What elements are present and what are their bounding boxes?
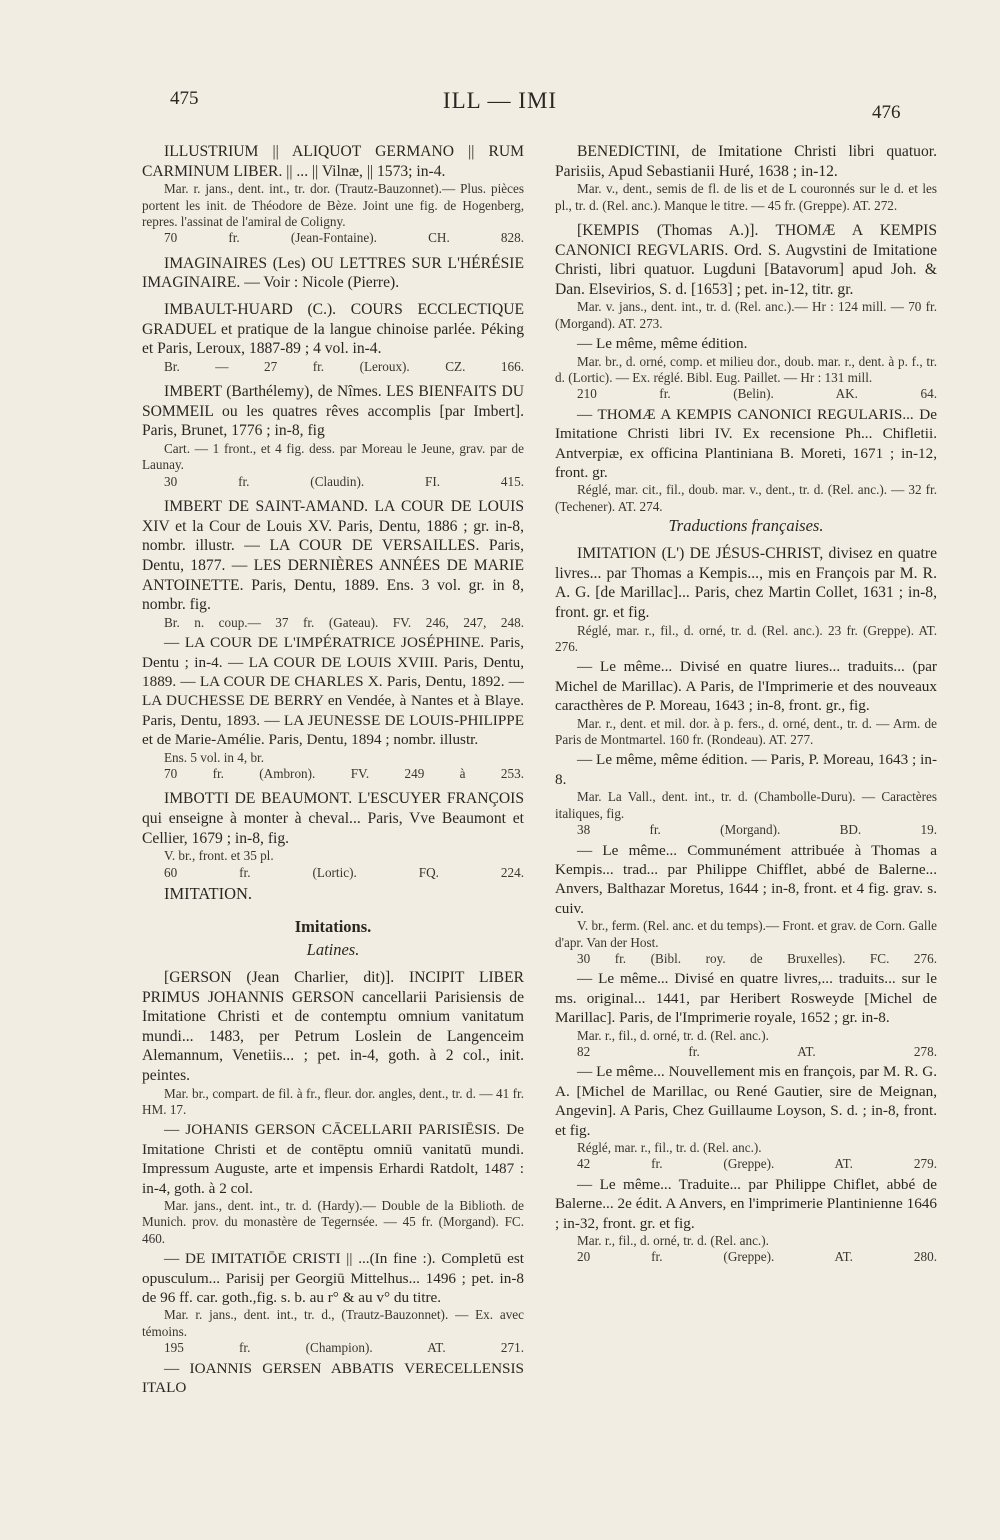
binding-description: Mar. r., dent. et mil. dor. à p. fers., d. orné, dent., tr. d. — Arm. de Paris de Montmartel. 160 fr. (Rondeau). AT. 277. <box>555 715 937 748</box>
binding-description: Ens. 5 vol. in 4, br. <box>164 749 265 765</box>
sub-entry: — JOHANIS GERSON CĀCELLARII PARISIĒSIS. De Imitatione Christi et de contēptu omniū vanitatū mundi. Impressum Auguste, arte et impensis Erhardi Ratdolt, 1487 : in-4, goth. à 2 col. <box>142 1121 524 1197</box>
binding-description: Réglé, mar. r., fil., d. orné, tr. d. (Rel. anc.). 23 fr. (Greppe). AT. 276. <box>555 622 937 655</box>
page-number-right: 476 <box>872 102 901 123</box>
catalog-entry: IMBAULT-HUARD (C.). COURS ECCLECTIQUE GRADUEL et pratique de la langue chinoise parlée. Péking et Paris, Leroux, 1887-89 ; 4 vol. in-4. <box>142 301 524 358</box>
sale-line: 70 fr. (Ambron). FV. 249 à 253. <box>164 766 524 781</box>
subsection-heading: Latines. <box>306 940 360 959</box>
sub-entry: — Le même... Divisé en quatre livres,... traduits... sur le ms. original... 1441, par Heribert Rosweyde [Michel de Marillac]. Paris, de l'Imprimerie royale, 1652 ; gr. in-8. <box>555 970 937 1027</box>
binding-description: Mar. r., fil., d. orné, tr. d. (Rel. anc.). <box>577 1027 769 1043</box>
sale-line: Br. n. coup.— 37 fr. (Gateau). FV. 246, 247, 248. <box>164 614 524 630</box>
sale-line: Br. — 27 fr. (Leroux). CZ. 166. <box>164 358 524 374</box>
sub-entry: — Le même... Divisé en quatre liures... traduits... (par Michel de Marillac). A Paris, de l'Imprimerie et des nouveaux caracthères de P. Moreau, 1643 ; in-8, front. gr., fig. <box>555 658 937 715</box>
heading-entry: IMITATION. <box>164 884 253 903</box>
sale-line: 195 fr. (Champion). AT. 271. <box>164 1340 524 1356</box>
sale-line: 60 fr. (Lortic). FQ. 224. <box>164 864 524 880</box>
binding-description: Réglé, mar. r., fil., tr. d. (Rel. anc.). <box>577 1140 762 1155</box>
binding-description: Réglé, mar. cit., fil., doub. mar. v., dent., tr. d. (Rel. anc.). — 32 fr. (Techener). AT. 274. <box>555 482 937 514</box>
page-number-left: 475 <box>170 88 199 109</box>
binding-description: Mar. r. jans., dent. int., tr. dor. (Trautz-Bauzonnet).— Plus. pièces portent les init. de Théodore de Bèze. Joint une fig. de Hogenberg, repres. l'assinat de l'amiral de Coligny. <box>142 181 524 229</box>
binding-description: Cart. — 1 front., et 4 fig. dess. par Moreau le Jeune, grav. par de Launay. <box>142 440 524 473</box>
sub-entry: — Le même, même édition. <box>577 335 748 353</box>
catalog-entry: IMBERT DE SAINT-AMAND. LA COUR DE LOUIS XIV et la Cour de Louis XV. Paris, Dentu, 1886 ; gr. in-8, nombr. illustr. — LA COUR DE VERSAILLES. Paris, Dentu, 1877. — LES DERNIÈRES ANNÉES DE MARIE ANTOINETTE. Paris, Dentu, 1889. Ens. 3 vol. gr. in 8, nombr. fig. <box>142 498 524 614</box>
catalog-entry: [GERSON (Jean Charlier, dit)]. INCIPIT LIBER PRIMUS JOHANNIS GERSON cancellarii Parisiensis de Imitatione Christi et de contemptu omnium vanitatum mundi... 1483, per Petrum Loslein de Langenceim Alemannum, Venetiis... ; pet. in-4, goth. à 2 col., init. peintes. <box>142 969 524 1084</box>
binding-description: Mar. br., compart. de fil. à fr., fleur. dor. angles, dent., tr. d. — 41 fr. HM. 17. <box>142 1085 524 1117</box>
catalog-entry: IMAGINAIRES (Les) OU LETTRES SUR L'HÉRÉSIE IMAGINAIRE. — Voir : Nicole (Pierre). <box>142 254 524 292</box>
binding-description: Mar. v., dent., semis de fl. de lis et de L couronnés sur le d. et les pl., tr. d. (Rel. anc.). Manque le titre. — 45 fr. (Greppe). AT. 272. <box>555 181 937 213</box>
sub-entry: — IOANNIS GERSEN ABBATIS VERECELLENSIS ITALO <box>142 1359 524 1397</box>
sub-entry: — Le même... Communément attribuée à Thomas a Kempis... trad... par Philippe Chifflet, abbé de Balerne... Anvers, Balthazar Moretus, 1644 ; in-8, front. et 4 fig. grav. s. cuiv. <box>555 841 937 917</box>
binding-description: Mar. La Vall., dent. int., tr. d. (Chambolle-Duru). — Caractères italiques, fig. <box>555 789 937 821</box>
right-column <box>555 142 937 1266</box>
sale-line: 42 fr. (Greppe). AT. 279. <box>577 1156 937 1172</box>
sub-entry: — DE IMITATIŌE CRISTI || ...(In fine :). Completū est opusculum... Parisij per Georgiū Mittelhus... 1496 ; pet. in-8 de 96 ff. car. goth.,fig. s. b. au r° & au v° du titre. <box>142 1250 524 1307</box>
subsection-heading: Traductions françaises. <box>668 516 824 536</box>
catalog-entry: BENEDICTINI, de Imitatione Christi libri quatuor. Parisiis, Apud Sebastianii Huré, 1638 ; in-12. <box>555 143 937 180</box>
catalog-entry: IMBERT (Barthélemy), de Nîmes. LES BIENFAITS DU SOMMEIL ou les quatres rêves accomplis [par Imbert]. Paris, Brunet, 1776 ; in-8, fig <box>142 383 524 440</box>
sale-line: 30 fr. (Bibl. roy. de Bruxelles). FC. 276. <box>577 950 937 966</box>
binding-description: Mar. br., d. orné, comp. et milieu dor., doub. mar. r., dent. à p. f., tr. d. (Lortic). — Ex. réglé. Bibl. Eug. Paillet. — Hr : 131 mill. <box>555 353 937 385</box>
sale-line: 38 fr. (Morgand). BD. 19. <box>577 822 937 838</box>
sale-line: 82 fr. AT. 278. <box>577 1043 937 1059</box>
left-column <box>142 142 524 1397</box>
binding-description: Mar. jans., dent. int., tr. d. (Hardy).— Double de la Biblioth. de Munich. prov. du monastère de Tegernsée. — 45 fr. (Morgand). FC. 460. <box>142 1198 524 1246</box>
binding-description: Mar. r., fil., d. orné, tr. d. (Rel. anc.). <box>577 1233 769 1249</box>
sub-entry: — Le même... Nouvellement mis en françois, par M. R. G. A. [Michel de Marillac, ou René Gautier, sire de Meignan, Angevin]. A Paris, Chez Guillaume Loyson, S. d. ; in-8, front. et fig. <box>555 1063 937 1139</box>
sale-line: 20 fr. (Greppe). AT. 280. <box>577 1249 937 1265</box>
running-title: ILL — IMI <box>442 88 558 113</box>
sale-line: 30 fr. (Claudin). FI. 415. <box>164 473 524 489</box>
sub-entry: — THOMÆ A KEMPIS CANONICI REGULARIS... De Imitatione Christi libri IV. Ex recensione Ph... Chifletii. Antverpiæ, ex officina Plantiniana B. Moreti, 1671 ; in-12, front. gr. <box>555 405 937 482</box>
page-header <box>0 80 1000 123</box>
section-heading: Imitations. <box>294 917 372 936</box>
catalog-entry: IMBOTTI DE BEAUMONT. L'ESCUYER FRANÇOIS qui enseigne à monter à cheval... Paris, Vve Beaumont et Cellier, 1679 ; in-8, fig. <box>142 790 524 847</box>
sub-entry: — Le même... Traduite... par Philippe Chiflet, abbé de Balerne... 2e édit. A Anvers, en l'imprimerie Plantinienne 1646 ; in-32, front. gr. et fig. <box>555 1175 937 1232</box>
binding-description: Mar. r. jans., dent. int., tr. d., (Trautz-Bauzonnet). — Ex. avec témoins. <box>142 1307 524 1339</box>
sale-line: 70 fr. (Jean-Fontaine). CH. 828. <box>164 230 524 246</box>
binding-description: Mar. v. jans., dent. int., tr. d. (Rel. anc.).— Hr : 124 mill. — 70 fr. (Morgand). AT. 273. <box>555 299 937 331</box>
catalog-entry: ILLUSTRIUM || ALIQUOT GERMANO || RUM CARMINUM LIBER. || ... || Vilnæ, || 1573; in-4. <box>142 143 524 180</box>
binding-description: V. br., ferm. (Rel. anc. et du temps).— Front. et grav. de Corn. Galle d'apr. Van der Host. <box>555 918 937 950</box>
catalog-entry: [KEMPIS (Thomas A.)]. THOMÆ A KEMPIS CANONICI REGVLARIS. Ord. S. Augvstini de Imitatione Christi, libri quatuor. Lugduni [Batavorum] apud Joh. & Dan. Elsevirios, S. d. [1653] ; pet. in-12, titr. gr. <box>555 222 937 298</box>
sale-line: 210 fr. (Belin). AK. 64. <box>577 386 937 402</box>
catalog-entry: IMITATION (L') DE JÉSUS-CHRIST, divisez en quatre livres... par Thomas a Kempis..., mis en François par M. R. A. G. [de Marillac]... Paris, chez Martin Collet, 1631 ; in-8, front. gr. et fig. <box>555 545 937 622</box>
sub-entry: — Le même, même édition. — Paris, P. Moreau, 1643 ; in-8. <box>555 751 937 788</box>
sub-entry: — LA COUR DE L'IMPÉRATRICE JOSÉPHINE. Paris, Dentu ; in-4. — LA COUR DE LOUIS XVIII. Paris, Dentu, 1889. — LA COUR DE CHARLES X. Paris, Dentu, 1892. — LA DUCHESSE DE BERRY en Vendée, à Nantes et à Blaye. Paris, Dentu, 1893. — LA JEUNESSE DE LOUIS-PHILIPPE et de Marie-Amélie. Paris, Dentu, 1894 ; nombr. illustr. <box>142 634 524 749</box>
binding-description: V. br., front. et 35 pl. <box>164 848 274 864</box>
